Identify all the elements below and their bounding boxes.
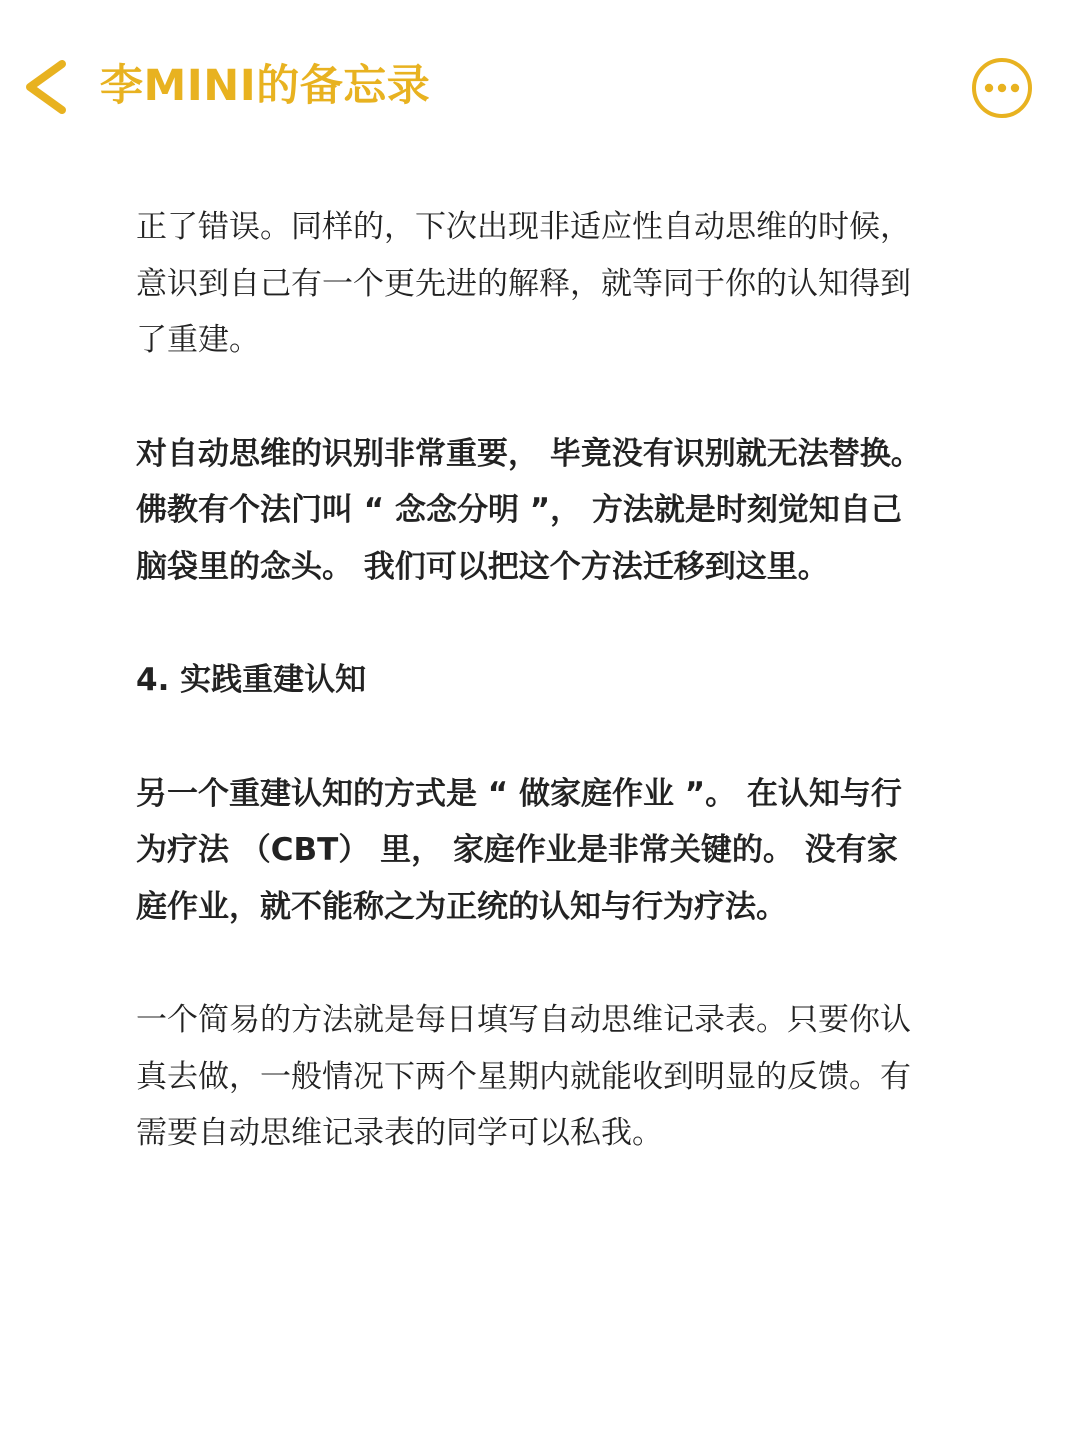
chevron-left-icon xyxy=(14,52,74,122)
text-line: 意识到自己有一个更先进的解释，就等同于你的认知得到 xyxy=(136,265,911,302)
more-button[interactable] xyxy=(970,56,1034,120)
more-horizontal-icon xyxy=(970,56,1034,120)
note-paragraph-3 xyxy=(136,766,978,936)
paragraph-spacer xyxy=(136,595,978,652)
paragraph-spacer xyxy=(136,709,978,766)
page-title: 李MINI的备忘录 xyxy=(100,61,431,111)
text-line: 需要自动思维记录表的同学可以私我。 xyxy=(136,1115,663,1151)
note-paragraph-1 xyxy=(136,199,978,369)
text-line: 对自动思维的识别非常重要， 毕竟没有识别就无法替换。 xyxy=(136,435,922,472)
paragraph-spacer xyxy=(136,369,978,426)
text-line: 为疗法 （CBT） 里， 家庭作业是非常关键的。 没有家 xyxy=(136,832,898,868)
text-line: 脑袋里的念头。 我们可以把这个方法迁移到这里。 xyxy=(136,548,829,585)
note-content xyxy=(136,199,978,1162)
text-line: 了重建。 xyxy=(136,322,260,358)
section-heading xyxy=(136,652,978,709)
text-line: 一个简易的方法就是每日填写自动思维记录表。只要你认 xyxy=(136,1002,911,1038)
note-paragraph-2 xyxy=(136,426,978,596)
paragraph-spacer xyxy=(136,935,978,992)
note-paragraph-4 xyxy=(136,992,978,1162)
navigation-bar xyxy=(0,0,1080,175)
text-line: 正了错误。同样的，下次出现非适应性自动思维的时候， xyxy=(136,209,911,245)
text-line: 真去做，一般情况下两个星期内就能收到明显的反馈。有 xyxy=(136,1058,911,1095)
text-line: 佛教有个法门叫 “ 念念分明 ”， 方法就是时刻觉知自己 xyxy=(136,492,902,528)
heading-text: 4. 实践重建认知 xyxy=(136,662,367,698)
back-button[interactable] xyxy=(14,52,74,122)
text-line: 另一个重建认知的方式是 “ 做家庭作业 ”。 在认知与行 xyxy=(136,775,902,812)
text-line: 庭作业，就不能称之为正统的认知与行为疗法。 xyxy=(136,888,787,925)
